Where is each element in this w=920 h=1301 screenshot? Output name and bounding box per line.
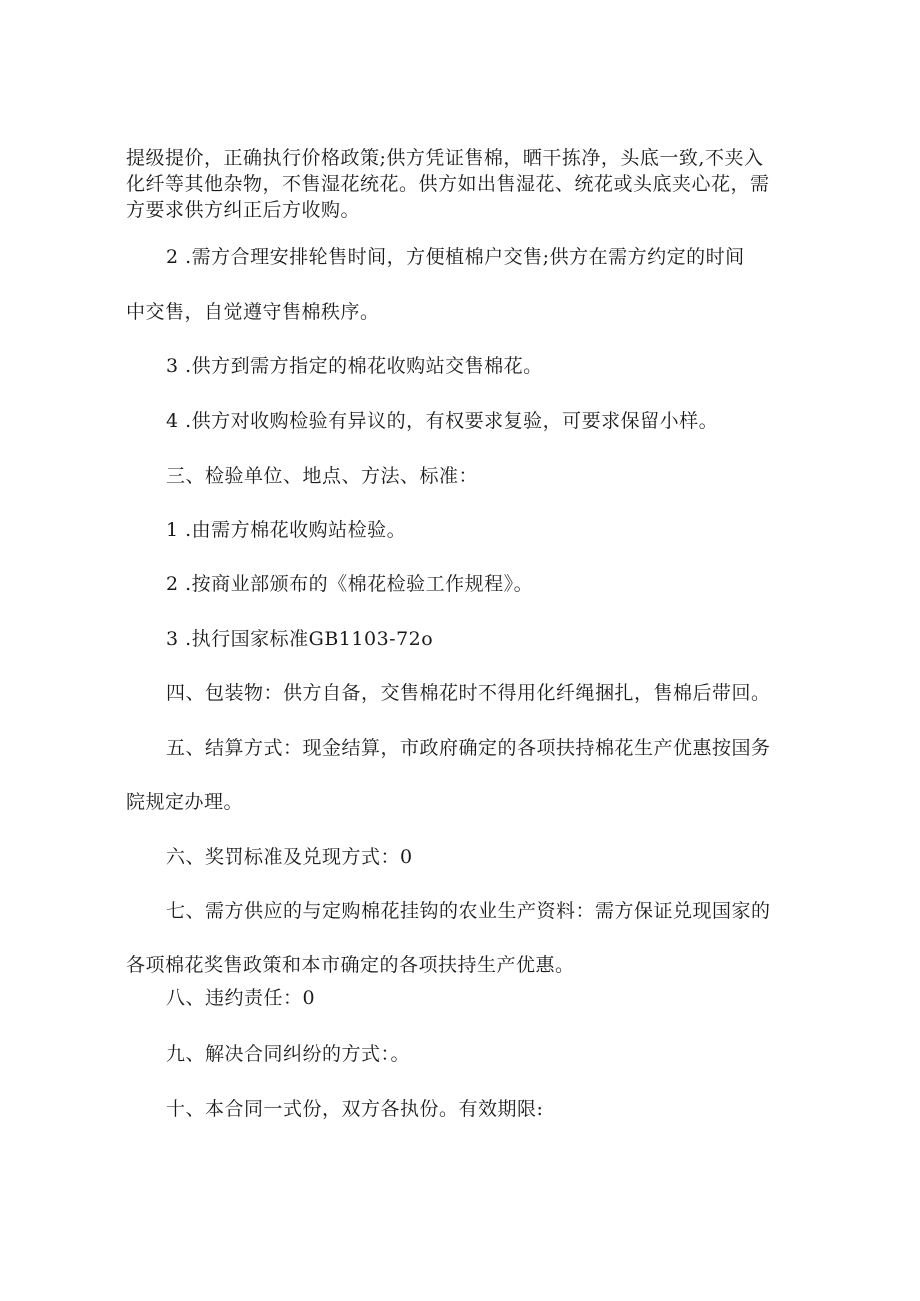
text-line-2: 化纤等其他杂物，不售湿花统花。供方如出售湿花、统花或头底夹心花，需 [126,173,770,195]
text-line-20: 十、本合同一式份，双方各执份。有效期限: [166,1098,544,1120]
text-line-11: 3 .执行国家标准GB1103-72o [166,628,434,650]
text-line-1: 提级提价，正确执行价格政策;供方凭证售棉，晒干拣净，头底一致,不夹入 [126,147,764,169]
text-line-5: 中交售，自觉遵守售棉秩序。 [126,301,380,323]
text-line-6: 3 .供方到需方指定的棉花收购站交售棉花。 [166,355,543,377]
text-line-9: 1 .由需方棉花收购站检验。 [166,519,407,541]
text-line-14: 院规定办理。 [126,791,244,813]
text-line-10: 2 .按商业部颁布的《棉花检验工作规程》。 [166,573,534,595]
text-line-4: 2 .需方合理安排轮售时间，方便植棉户交售;供方在需方约定的时间 [166,246,745,268]
text-line-18: 八、违约责任：0 [166,987,316,1009]
text-line-16: 七、需方供应的与定购棉花挂钩的农业生产资料：需方保证兑现国家的 [166,900,771,922]
text-line-12: 四、包装物：供方自备，交售棉花时不得用化纤绳捆扎，售棉后带回。 [166,682,771,704]
text-line-7: 4 .供方对收购检验有异议的，有权要求复验，可要求保留小样。 [166,410,719,432]
text-line-3: 方要求供方纠正后方收购。 [126,199,361,221]
text-line-13: 五、结算方式：现金结算，市政府确定的各项扶持棉花生产优惠按国务 [166,737,771,759]
text-line-15: 六、奖罚标准及兑现方式：0 [166,846,413,868]
text-line-8: 三、检验单位、地点、方法、标准： [166,465,479,487]
text-line-17: 各项棉花奖售政策和本市确定的各项扶持生产优惠。 [126,954,575,976]
text-line-19: 九、解决合同纠纷的方式：。 [166,1043,411,1065]
